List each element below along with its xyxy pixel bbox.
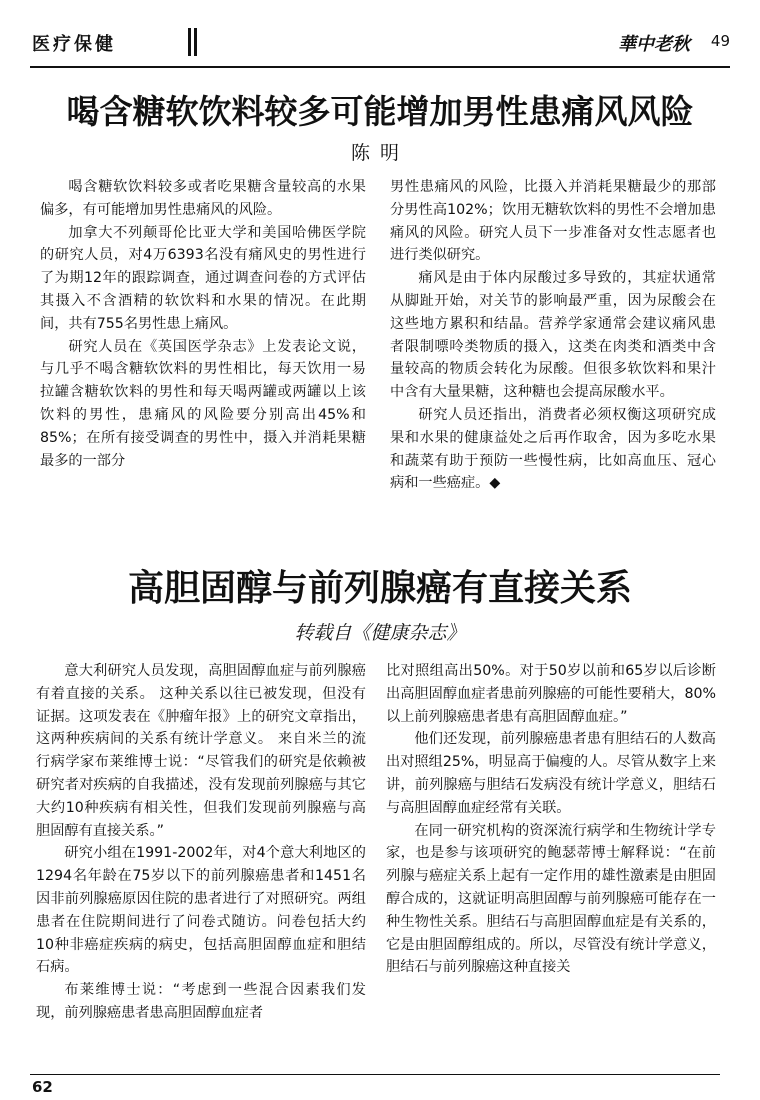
section-label: 医疗保健 xyxy=(32,34,116,55)
paragraph: 研究人员在《英国医学杂志》上发表论文说，与几乎不喝含糖软饮料的男性相比，每天饮用一易拉罐含糖软饮料的男性和每天喝两罐或两罐以上该饮料的男性，患痛风的风险要分别高出45%和85%；在所有接受调查的男性中，摄入并消耗果糖最多的一部分 xyxy=(40,338,366,469)
paragraph: 喝含糖软饮料较多或者吃果糖含量较高的水果偏多，有可能增加男性患痛风的风险。 xyxy=(40,179,366,218)
article1-column-2 xyxy=(390,176,716,495)
page-header xyxy=(30,18,730,74)
article1-title: 喝含糖软饮料较多可能增加男性患痛风风险 xyxy=(66,92,694,131)
page-number-bottom: 62 xyxy=(32,1078,53,1096)
footer-rule xyxy=(30,1074,720,1075)
article1-author: 陈明 xyxy=(350,142,409,164)
article2-column-1 xyxy=(36,660,366,1025)
header-rule xyxy=(30,66,730,68)
paragraph: 加拿大不列颠哥伦比亚大学和美国哈佛医学院的研究人员，对4万6393名没有痛风史的男性进行了为期12年的跟踪调查，通过调查问卷的方式评估其摄入不含酒精的软饮料和水果的情况。在此期间，共有755名男性患上痛风。 xyxy=(40,224,366,332)
paragraph: 在同一研究机构的资深流行病学和生物统计学专家，也是参与该项研究的鲍瑟蒂博士解释说：“在前列腺与癌症关系上起有一定作用的雄性激素是由胆固醇合成的，这就证明高胆固醇与前列腺癌可能存在一种生物性关系。胆结石与高胆固醇血症是有关系的，它是由胆固醇组成的。所以，尽管没有统计学意义，胆结石与前列腺癌这种直接关 xyxy=(386,822,716,976)
paragraph: 研究小组在1991-2002年，对4个意大利地区的1294名年龄在75岁以下的前列腺癌患者和1451名因非前列腺癌原因住院的患者进行了对照研究。两组患者在住院期间进行了问卷式随访。问卷包括大约10种非癌症疾病的病史，包括高胆固醇血症和胆结石病。 xyxy=(36,845,366,976)
magazine-logo: 華中老秋 xyxy=(618,34,690,55)
paragraph: 研究人员还指出，消费者必须权衡这项研究成果和水果的健康益处之后再作取舍，因为多吃水果和蔬菜有助于预防一些慢性病，比如高血压、冠心病和一些癌症。◆ xyxy=(390,406,716,492)
article2-source: 转载自《健康杂志》 xyxy=(294,622,466,644)
section-bars-decoration xyxy=(188,28,202,56)
article2-title: 高胆固醇与前列腺癌有直接关系 xyxy=(127,567,632,609)
article2-column-2 xyxy=(386,660,716,979)
paragraph: 意大利研究人员发现，高胆固醇血症与前列腺癌有着直接的关系。 这种关系以往已被发现，但没有证据。这项发表在《肿瘤年报》上的研究文章指出，这两种疾病间的关系有统计学意义。 来自米兰的流行病学家布莱维博士说：“尽管我们的研究是依赖被研究者对疾病的自我描述，没有发现前列腺癌与其它大约10种疾病有相关性，但我们发现前列腺癌与高胆固醇有直接关系。” xyxy=(36,663,366,839)
page-number-top: 49 xyxy=(710,32,730,50)
paragraph: 他们还发现，前列腺癌患者患有胆结石的人数高出对照组25%，明显高于偏瘦的人。尽管从数字上来讲，前列腺癌与胆结石发病没有统计学意义，胆结石与高胆固醇血症经常有关联。 xyxy=(386,731,716,816)
paragraph: 布莱维博士说：“考虑到一些混合因素我们发现，前列腺癌患者患高胆固醇血症者 xyxy=(36,982,366,1021)
paragraph: 比对照组高出50%。对于50岁以前和65岁以后诊断出高胆固醇血症者患前列腺癌的可能性要稍大，80%以上前列腺癌患者患有高胆固醇血症。” xyxy=(386,663,716,725)
paragraph: 男性患痛风的风险，比摄入并消耗果糖最少的那部分男性高102%；饮用无糖软饮料的男性不会增加患痛风的风险。研究人员下一步准备对女性志愿者也进行类似研究。 xyxy=(390,179,716,264)
paragraph: 痛风是由于体内尿酸过多导致的，其症状通常从脚趾开始，对关节的影响最严重，因为尿酸会在这些地方累积和结晶。营养学家通常会建议痛风患者限制嘌呤类物质的摄入，这类在肉类和酒类中含量较高的物质会转化为尿酸。但很多软饮料和果汁中含有大量果糖，这种糖也会提高尿酸水平。 xyxy=(390,270,716,401)
article1-column-1 xyxy=(40,176,366,472)
